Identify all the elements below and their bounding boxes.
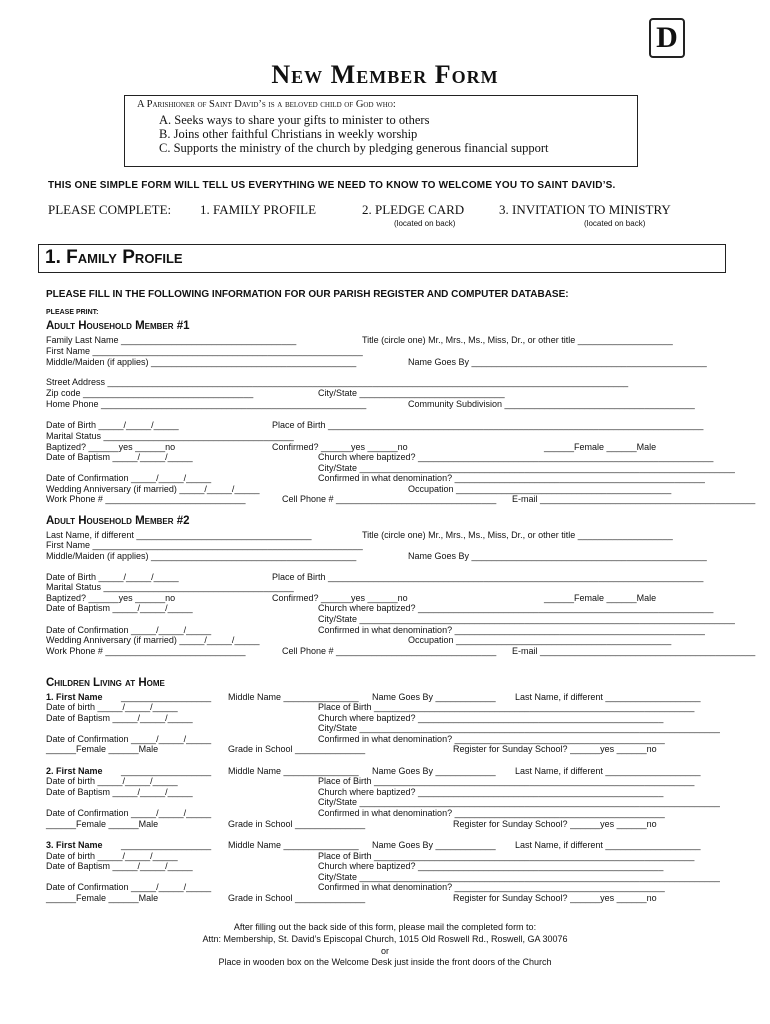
form-title: New Member Form	[271, 60, 499, 89]
adult2-heading: Adult Household Member #2	[46, 515, 190, 527]
child1-middle-field[interactable]: Middle Name _______________	[228, 692, 359, 702]
child1-sunday-school-field[interactable]: Register for Sunday School? ______yes ______no	[453, 744, 657, 754]
adult2-baptism-date-field[interactable]: Date of Baptism _____/_____/_____	[46, 603, 193, 613]
child3-last-name-field[interactable]: Last Name, if different ___________________	[515, 840, 701, 850]
child2-last-name-field[interactable]: Last Name, if different ___________________	[515, 766, 701, 776]
adult1-occupation-field[interactable]: Occupation ___________________________________________	[408, 484, 672, 494]
child1-dob-field[interactable]: Date of birth _____/_____/_____	[46, 702, 178, 712]
child1-goes-by-field[interactable]: Name Goes By ____________	[372, 692, 496, 702]
tagline: THIS ONE SIMPLE FORM WILL TELL US EVERYTHING WE NEED TO KNOW TO WELCOME YOU TO SAINT DAVID’S.	[48, 180, 616, 191]
street-address-field[interactable]: Street Address ________________________________________________________________________________________________________	[46, 377, 629, 387]
adult2-confirmed-field[interactable]: Confirmed? ______yes ______no	[272, 593, 408, 603]
child3-middle-field[interactable]: Middle Name _______________	[228, 840, 359, 850]
adult2-occupation-field[interactable]: Occupation ___________________________________________	[408, 635, 672, 645]
subdivision-field[interactable]: Community Subdivision ______________________________________	[408, 399, 695, 409]
adult1-goes-by-field[interactable]: Name Goes By _______________________________________________	[408, 357, 707, 367]
adult2-title-field[interactable]: Title (circle one) Mr., Mrs., Ms., Miss, Dr., or other title ___________________	[362, 530, 673, 540]
child2-goes-by-field[interactable]: Name Goes By ____________	[372, 766, 496, 776]
church-logo: D	[649, 18, 685, 58]
adult2-email-field[interactable]: E-mail ___________________________________________	[512, 646, 756, 656]
pledge-location: (located on back)	[394, 219, 456, 228]
intro-item-a: A. Seeks ways to share your gifts to minister to others	[159, 113, 430, 127]
child1-first-name-label: 1. First Name	[46, 692, 103, 702]
adult1-denomination-field[interactable]: Confirmed in what denomination? __________________________________________________	[318, 473, 705, 483]
child1-denomination-field[interactable]: Confirmed in what denomination? __________________________________________	[318, 734, 665, 744]
adult1-work-phone-field[interactable]: Work Phone # ____________________________	[46, 494, 246, 504]
intro-heading: A Parishioner of Saint David’s is a beloved child of God who:	[137, 99, 396, 110]
child2-grade-field[interactable]: Grade in School ______________	[228, 819, 366, 829]
child3-goes-by-field[interactable]: Name Goes By ____________	[372, 840, 496, 850]
step-pledge-card: 2. PLEDGE CARD	[362, 202, 465, 217]
child2-first-name-field[interactable]: __________________	[121, 766, 212, 776]
adult1-pob-field[interactable]: Place of Birth ___________________________________________________________________________	[272, 420, 704, 430]
child3-confirmation-date-field[interactable]: Date of Confirmation _____/_____/_____	[46, 882, 212, 892]
children-heading: Children Living at Home	[46, 677, 165, 689]
adult1-cell-phone-field[interactable]: Cell Phone # ________________________________	[282, 494, 497, 504]
adult2-cell-phone-field[interactable]: Cell Phone # ________________________________	[282, 646, 497, 656]
adult1-church-city-field[interactable]: City/State ___________________________________________________________________________	[318, 463, 735, 473]
step-family-profile: 1. FAMILY PROFILE	[200, 202, 317, 217]
intro-item-b: B. Joins other faithful Christians in weekly worship	[159, 127, 418, 141]
child1-gender-field[interactable]: ______Female ______Male	[46, 744, 159, 754]
adult2-middle-field[interactable]: Middle/Maiden (if applies) _________________________________________	[46, 551, 357, 561]
adult1-heading: Adult Household Member #1	[46, 320, 190, 332]
adult2-wedding-field[interactable]: Wedding Anniversary (if married) _____/_____/_____	[46, 635, 260, 645]
child1-last-name-field[interactable]: Last Name, if different ___________________	[515, 692, 701, 702]
child2-first-name-label: 2. First Name	[46, 766, 103, 776]
intro-box	[124, 95, 638, 167]
adult1-first-name-field[interactable]: First Name ______________________________________________________	[46, 346, 363, 356]
instructions: PLEASE FILL IN THE FOLLOWING INFORMATION FOR OUR PARISH REGISTER AND COMPUTER DATABASE:	[46, 289, 569, 300]
child3-first-name-field[interactable]: __________________	[121, 840, 212, 850]
adult2-last-name-field[interactable]: Last Name, if different ___________________________________	[46, 530, 312, 540]
footer-line-4: Place in wooden box on the Welcome Desk just inside the front doors of the Church	[218, 957, 552, 967]
adult2-gender-field[interactable]: ______Female ______Male	[544, 593, 657, 603]
child1-confirmation-date-field[interactable]: Date of Confirmation _____/_____/_____	[46, 734, 212, 744]
footer-line-1: After filling out the back side of this form, please mail the completed form to:	[233, 922, 537, 932]
adult2-confirmation-date-field[interactable]: Date of Confirmation _____/_____/_____	[46, 625, 212, 635]
section-title: 1. Family Profile	[45, 247, 183, 268]
adult2-church-field[interactable]: Church where baptized? ___________________________________________________________	[318, 603, 714, 613]
adult2-work-phone-field[interactable]: Work Phone # ____________________________	[46, 646, 246, 656]
adult1-last-name-field[interactable]: Family Last Name ___________________________________	[46, 335, 297, 345]
child2-gender-field[interactable]: ______Female ______Male	[46, 819, 159, 829]
child3-church-field[interactable]: Church where baptized? _________________________________________________	[318, 861, 664, 871]
section-header	[38, 244, 726, 273]
zip-code-field[interactable]: Zip code __________________________________	[46, 388, 254, 398]
adult1-church-field[interactable]: Church where baptized? ___________________________________________________________	[318, 452, 714, 462]
child3-pob-field[interactable]: Place of Birth ________________________________________________________________	[318, 851, 695, 861]
adult2-church-city-field[interactable]: City/State ___________________________________________________________________________	[318, 614, 735, 624]
adult2-goes-by-field[interactable]: Name Goes By _______________________________________________	[408, 551, 707, 561]
home-phone-field[interactable]: Home Phone _____________________________________________________	[46, 399, 367, 409]
adult2-pob-field[interactable]: Place of Birth ___________________________________________________________________________	[272, 572, 704, 582]
child1-grade-field[interactable]: Grade in School ______________	[228, 744, 366, 754]
city-state-field[interactable]: City/State _____________________________	[318, 388, 505, 398]
child3-gender-field[interactable]: ______Female ______Male	[46, 893, 159, 903]
invitation-location: (located on back)	[584, 219, 646, 228]
child3-dob-field[interactable]: Date of birth _____/_____/_____	[46, 851, 178, 861]
footer-address: Attn: Membership, St. David’s Episcopal Church, 1015 Old Roswell Rd., Roswell, GA 30076	[202, 934, 568, 944]
adult2-baptized-field[interactable]: Baptized? ______yes ______no	[46, 593, 176, 603]
intro-item-c: C. Supports the ministry of the church by pledging generous financial support	[159, 141, 549, 155]
child3-first-name-label: 3. First Name	[46, 840, 103, 850]
adult2-marital-field[interactable]: Marital Status ______________________________________	[46, 582, 294, 592]
child1-city-field[interactable]: City/State ________________________________________________________________________	[318, 723, 720, 733]
step-invitation: 3. INVITATION TO MINISTRY	[499, 202, 671, 217]
child2-dob-field[interactable]: Date of birth _____/_____/_____	[46, 776, 178, 786]
child2-confirmation-date-field[interactable]: Date of Confirmation _____/_____/_____	[46, 808, 212, 818]
child2-baptism-date-field[interactable]: Date of Baptism _____/_____/_____	[46, 787, 193, 797]
adult1-gender-field[interactable]: ______Female ______Male	[544, 442, 657, 452]
child2-sunday-school-field[interactable]: Register for Sunday School? ______yes ______no	[453, 819, 657, 829]
adult1-baptism-date-field[interactable]: Date of Baptism _____/_____/_____	[46, 452, 193, 462]
adult1-baptized-field[interactable]: Baptized? ______yes ______no	[46, 442, 176, 452]
child3-city-field[interactable]: City/State ________________________________________________________________________	[318, 872, 720, 882]
child1-baptism-date-field[interactable]: Date of Baptism _____/_____/_____	[46, 713, 193, 723]
adult1-wedding-field[interactable]: Wedding Anniversary (if married) _____/_____/_____	[46, 484, 260, 494]
child2-city-field[interactable]: City/State ________________________________________________________________________	[318, 797, 720, 807]
child1-pob-field[interactable]: Place of Birth ________________________________________________________________	[318, 702, 695, 712]
adult2-first-name-field[interactable]: First Name ______________________________________________________	[46, 540, 363, 550]
please-print: PLEASE PRINT:	[46, 309, 99, 316]
footer-or: or	[380, 946, 389, 956]
adult1-marital-field[interactable]: Marital Status ______________________________________	[46, 431, 294, 441]
adult1-dob-field[interactable]: Date of Birth _____/_____/_____	[46, 420, 179, 430]
child3-sunday-school-field[interactable]: Register for Sunday School? ______yes ______no	[453, 893, 657, 903]
adult2-dob-field[interactable]: Date of Birth _____/_____/_____	[46, 572, 179, 582]
child2-middle-field[interactable]: Middle Name _______________	[228, 766, 359, 776]
child2-church-field[interactable]: Church where baptized? _________________________________________________	[318, 787, 664, 797]
adult1-confirmation-date-field[interactable]: Date of Confirmation _____/_____/_____	[46, 473, 212, 483]
please-complete-label: PLEASE COMPLETE:	[48, 202, 172, 217]
child2-pob-field[interactable]: Place of Birth ________________________________________________________________	[318, 776, 695, 786]
adult2-denomination-field[interactable]: Confirmed in what denomination? __________________________________________________	[318, 625, 705, 635]
child3-denomination-field[interactable]: Confirmed in what denomination? __________________________________________	[318, 882, 665, 892]
child3-baptism-date-field[interactable]: Date of Baptism _____/_____/_____	[46, 861, 193, 871]
child2-denomination-field[interactable]: Confirmed in what denomination? __________________________________________	[318, 808, 665, 818]
adult1-email-field[interactable]: E-mail ___________________________________________	[512, 494, 756, 504]
adult1-confirmed-field[interactable]: Confirmed? ______yes ______no	[272, 442, 408, 452]
child3-grade-field[interactable]: Grade in School ______________	[228, 893, 366, 903]
child1-first-name-field[interactable]: __________________	[121, 692, 212, 702]
child1-church-field[interactable]: Church where baptized? _________________________________________________	[318, 713, 664, 723]
adult1-title-field[interactable]: Title (circle one) Mr., Mrs., Ms., Miss, Dr., or other title ___________________	[362, 335, 673, 345]
adult1-middle-field[interactable]: Middle/Maiden (if applies) _________________________________________	[46, 357, 357, 367]
